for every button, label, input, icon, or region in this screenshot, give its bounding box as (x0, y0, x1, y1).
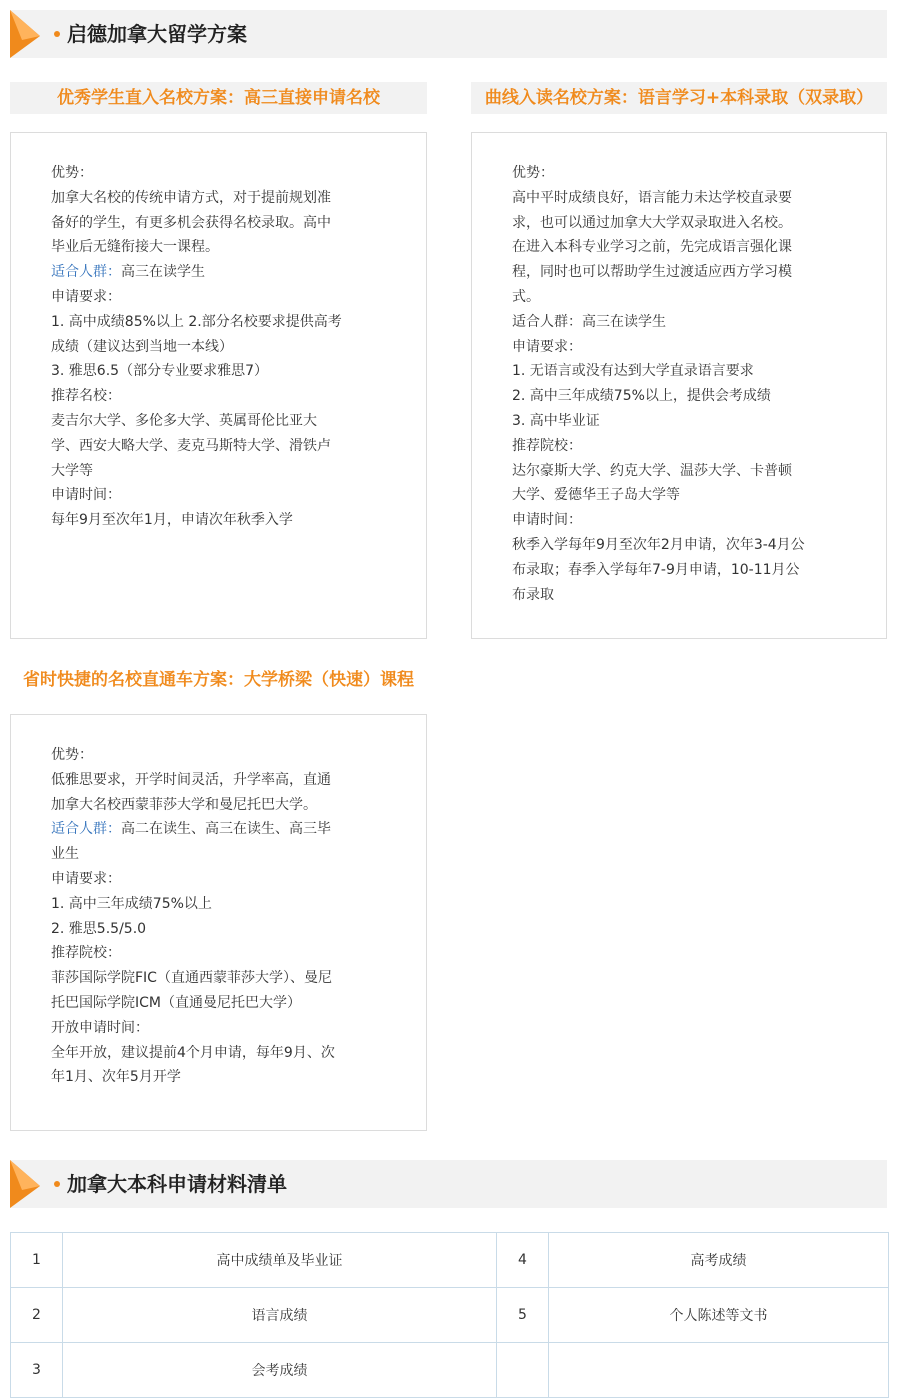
requirement-line: 成绩（建议达到当地一本线） (51, 338, 233, 355)
time-label: 申请时间： (512, 512, 582, 529)
requirement-line: 2. 雅思5.5/5.0 (51, 920, 147, 937)
bullet-dot-icon (54, 31, 60, 37)
advantage-line: 在进入本科专业学习之前，先完成语言强化课 (512, 239, 792, 256)
schools-line: 托巴国际学院ICM（直通曼尼托巴大学） (51, 994, 301, 1011)
schools-label: 推荐院校： (512, 437, 582, 454)
advantage-line: 备好的学生，有更多机会获得名校录取。高中 (51, 214, 331, 231)
bullet-dot-icon (54, 1181, 60, 1187)
time-label: 申请时间： (51, 487, 121, 504)
audience-text: 高三在读学生 (582, 313, 666, 330)
schools-line: 麦吉尔大学、多伦多大学、英属哥伦比亚大 (51, 412, 317, 429)
audience-line: 业生 (51, 846, 79, 863)
advantage-line: 加拿大名校的传统申请方式，对于提前规划准 (51, 189, 331, 206)
plan2-title: 曲线入读名校方案：语言学习+本科录取（双录取） (471, 82, 887, 114)
requirements-label: 申请要求： (51, 870, 121, 887)
advantage-label: 优势： (512, 165, 554, 181)
requirement-line: 1. 高中三年成绩75%以上 (51, 895, 212, 912)
audience-label: 适合人群： (51, 264, 121, 281)
plan1-title: 优秀学生直入名校方案：高三直接申请名校 (10, 82, 427, 114)
item-number: 4 (497, 1233, 549, 1288)
item-name: 语言成绩 (63, 1288, 497, 1343)
orange-flag-icon (10, 10, 44, 58)
requirement-line: 1. 无语言或没有达到大学直录语言要求 (512, 363, 754, 380)
audience-text: 高二在读生、高三在读生、高三毕 (121, 821, 331, 838)
item-name (549, 1343, 889, 1398)
schools-line: 菲莎国际学院FIC（直通西蒙菲莎大学）、曼尼 (51, 970, 332, 987)
section-header-plans (10, 10, 887, 58)
audience-row (51, 817, 402, 842)
time-line: 秋季入学每年9月至次年2月申请，次年3-4月公 (512, 536, 805, 553)
plan3-title: 省时快捷的名校直通车方案：大学桥梁（快速）课程 (23, 670, 414, 690)
time-line: 每年9月至次年1月，申请次年秋季入学 (51, 512, 293, 529)
requirements-label: 申请要求： (51, 288, 121, 305)
requirement-line: 2. 高中三年成绩75%以上，提供会考成绩 (512, 388, 771, 405)
materials-table (10, 1232, 889, 1398)
requirements-label: 申请要求： (512, 338, 582, 355)
advantage-line: 低雅思要求，开学时间灵活，升学率高，直通 (51, 771, 331, 788)
advantage-line: 求，也可以通过加拿大大学双录取进入名校。 (512, 214, 792, 231)
table-row (11, 1288, 889, 1343)
audience-label: 适合人群： (512, 313, 582, 330)
item-number: 5 (497, 1288, 549, 1343)
table-row (11, 1343, 889, 1398)
time-line: 布录取 (512, 586, 554, 603)
item-number (497, 1343, 549, 1398)
requirement-line: 3. 高中毕业证 (512, 412, 600, 429)
time-line: 年1月、次年5月开学 (51, 1069, 181, 1086)
advantage-line: 式。 (512, 288, 540, 305)
schools-line: 大学等 (51, 462, 93, 479)
plan1-card (10, 132, 427, 639)
schools-line: 达尔豪斯大学、约克大学、温莎大学、卡普顿 (512, 462, 792, 479)
item-name: 高中成绩单及毕业证 (63, 1233, 497, 1288)
table-row (11, 1233, 889, 1288)
audience-text: 高三在读学生 (121, 264, 205, 281)
section-title: 启德加拿大留学方案 (67, 22, 247, 46)
advantage-line: 毕业后无缝衔接大一课程。 (51, 239, 219, 256)
section-header-materials (10, 1160, 887, 1208)
schools-label: 推荐院校： (51, 945, 121, 962)
plan3-card (10, 714, 427, 1131)
audience-label: 适合人群： (51, 821, 121, 838)
item-name: 个人陈述等文书 (549, 1288, 889, 1343)
requirement-line: 1. 高中成绩85%以上 2.部分名校要求提供高考 (51, 313, 342, 330)
item-number: 2 (11, 1288, 63, 1343)
advantage-label: 优势： (51, 747, 93, 763)
requirement-line: 3. 雅思6.5（部分专业要求雅思7） (51, 363, 268, 380)
schools-line: 学、西安大略大学、麦克马斯特大学、滑铁卢 (51, 437, 331, 454)
advantage-line: 加拿大名校西蒙菲莎大学和曼尼托巴大学。 (51, 796, 317, 813)
item-name: 会考成绩 (63, 1343, 497, 1398)
time-line: 全年开放，建议提前4个月申请，每年9月、次 (51, 1044, 335, 1061)
advantage-line: 高中平时成绩良好，语言能力未达学校直录要 (512, 189, 792, 206)
audience-row (51, 260, 402, 285)
time-label: 开放申请时间： (51, 1019, 149, 1036)
schools-label: 推荐名校： (51, 388, 121, 405)
item-number: 1 (11, 1233, 63, 1288)
advantage-label: 优势： (51, 165, 93, 181)
advantage-line: 程，同时也可以帮助学生过渡适应西方学习模 (512, 264, 792, 281)
item-number: 3 (11, 1343, 63, 1398)
schools-line: 大学、爱德华王子岛大学等 (512, 487, 680, 504)
orange-flag-icon (10, 1160, 44, 1208)
time-line: 布录取；春季入学每年7-9月申请，10-11月公 (512, 561, 800, 578)
section-title: 加拿大本科申请材料清单 (67, 1172, 287, 1196)
plan2-card (471, 132, 887, 639)
item-name: 高考成绩 (549, 1233, 889, 1288)
audience-row (512, 310, 862, 335)
